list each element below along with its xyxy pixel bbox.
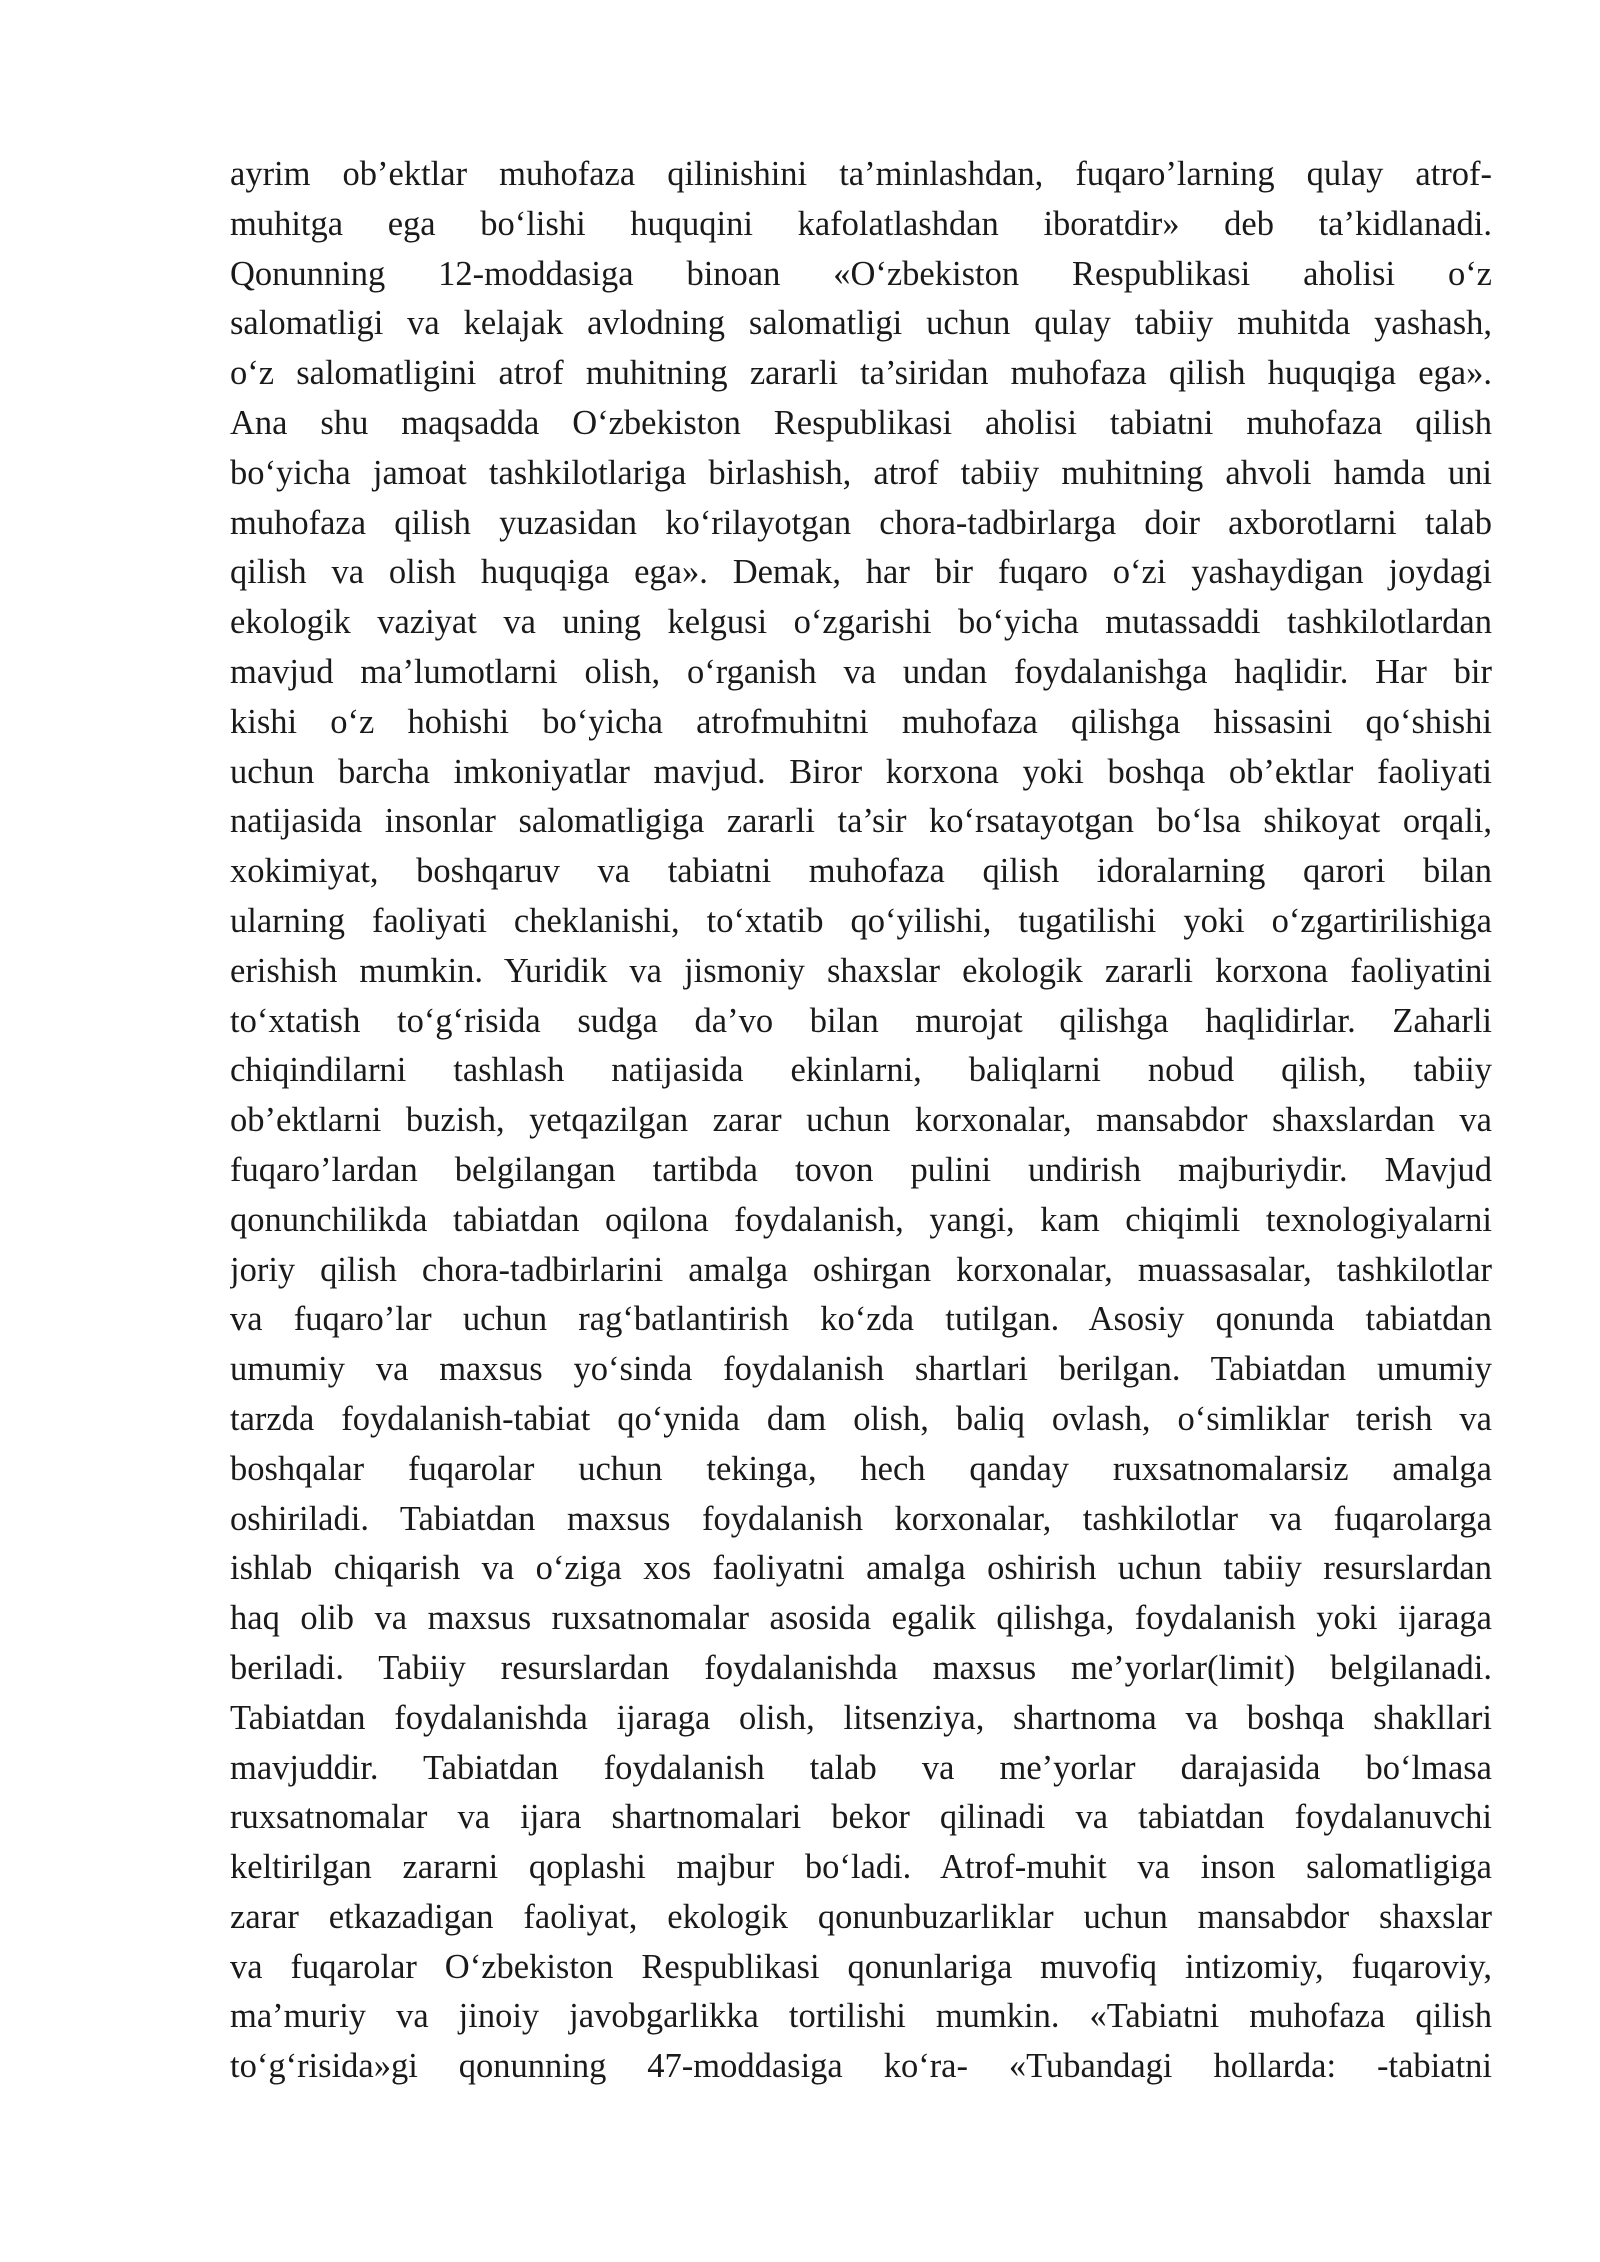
text-line: mavjuddir. Tabiatdan foydalanish talab va me’yorlar darajasida bo‘lmasa	[230, 1748, 1492, 1787]
text-line: to‘g‘risida»gi qonunning 47-moddasiga ko‘ra- «Tubandagi hollarda: -tabiatni	[230, 2047, 1492, 2086]
text-line: kishi o‘z hohishi bo‘yicha atrofmuhitni muhofaza qilishga hissasini qo‘shishi	[230, 702, 1492, 741]
text-line: Ana shu maqsadda O‘zbekiston Respublikasi aholisi tabiatni muhofaza qilish	[230, 403, 1492, 442]
text-line: ekologik vaziyat va uning kelgusi o‘zgarishi bo‘yicha mutassaddi tashkilotlardan	[230, 603, 1492, 642]
text-line: chiqindilarni tashlash natijasida ekinlarni, baliqlarni nobud qilish, tabiiy	[230, 1051, 1492, 1090]
text-line: tarzda foydalanish-tabiat qo‘ynida dam olish, baliq ovlash, o‘simliklar terish va	[230, 1399, 1492, 1438]
text-line: haq olib va maxsus ruxsatnomalar asosida egalik qilishga, foydalanish yoki ijaraga	[230, 1599, 1492, 1638]
text-line: joriy qilish chora-tadbirlarini amalga oshirgan korxonalar, muassasalar, tashkilotlar	[230, 1250, 1492, 1289]
text-line: uchun barcha imkoniyatlar mavjud. Biror korxona yoki boshqa ob’ektlar faoliyati	[230, 752, 1492, 791]
text-line: umumiy va maxsus yo‘sinda foydalanish shartlari berilgan. Tabiatdan umumiy	[230, 1350, 1492, 1389]
text-line: qilish va olish huquqiga ega». Demak, har bir fuqaro o‘zi yashaydigan joydagi	[230, 553, 1492, 592]
text-line: xokimiyat, boshqaruv va tabiatni muhofaza qilish idoralarning qarori bilan	[230, 852, 1492, 891]
text-line: zarar etkazadigan faoliyat, ekologik qonunbuzarliklar uchun mansabdor shaxslar	[230, 1897, 1492, 1936]
text-line: Qonunning 12-moddasiga binoan «O‘zbekiston Respublikasi aholisi o‘z	[230, 254, 1492, 293]
text-line: boshqalar fuqarolar uchun tekinga, hech qanday ruxsatnomalarsiz amalga	[230, 1449, 1492, 1488]
text-line: erishish mumkin. Yuridik va jismoniy shaxslar ekologik zararli korxona faoliyatini	[230, 951, 1492, 990]
text-line: natijasida insonlar salomatligiga zararli ta’sir ko‘rsatayotgan bo‘lsa shikoyat orqali,	[230, 802, 1492, 841]
text-line: ishlab chiqarish va o‘ziga xos faoliyatni amalga oshirish uchun tabiiy resurslardan	[230, 1549, 1492, 1588]
text-line: salomatligi va kelajak avlodning salomatligi uchun qulay tabiiy muhitda yashash,	[230, 304, 1492, 343]
text-line: keltirilgan zararni qoplashi majbur bo‘ladi. Atrof-muhit va inson salomatligiga	[230, 1848, 1492, 1887]
text-line: o‘z salomatligini atrof muhitning zararli ta’siridan muhofaza qilish huquqiga ega».	[230, 354, 1492, 393]
text-line: to‘xtatish to‘g‘risida sudga da’vo bilan murojat qilishga haqlidirlar. Zaharli	[230, 1001, 1492, 1040]
text-line: va fuqarolar O‘zbekiston Respublikasi qonunlariga muvofiq intizomiy, fuqaroviy,	[230, 1947, 1492, 1986]
text-line: ayrim ob’ektlar muhofaza qilinishini ta’minlashdan, fuqaro’larning qulay atrof-	[230, 155, 1492, 193]
text-line: beriladi. Tabiiy resurslardan foydalanishda maxsus me’yorlar(limit) belgilanadi.	[230, 1648, 1492, 1687]
text-line: oshiriladi. Tabiatdan maxsus foydalanish korxonalar, tashkilotlar va fuqarolarga	[230, 1499, 1492, 1538]
text-line: qonunchilikda tabiatdan oqilona foydalanish, yangi, kam chiqimli texnologiyalarni	[230, 1200, 1492, 1239]
text-line: ma’muriy va jinoiy javobgarlikka tortilishi mumkin. «Tabiatni muhofaza qilish	[230, 1997, 1492, 2036]
body-text	[230, 150, 1492, 2092]
text-line: bo‘yicha jamoat tashkilotlariga birlashish, atrof tabiiy muhitning ahvoli hamda uni	[230, 453, 1492, 492]
text-line: ruxsatnomalar va ijara shartnomalari bekor qilinadi va tabiatdan foydalanuvchi	[230, 1798, 1492, 1837]
text-line: muhitga ega bo‘lishi huquqini kafolatlashdan iboratdir» deb ta’kidlanadi.	[230, 204, 1492, 243]
text-line: ob’ektlarni buzish, yetqazilgan zarar uchun korxonalar, mansabdor shaxslardan va	[230, 1101, 1492, 1140]
text-line: fuqaro’lardan belgilangan tartibda tovon pulini undirish majburiydir. Mavjud	[230, 1150, 1492, 1189]
text-line: ularning faoliyati cheklanishi, to‘xtatib qo‘yilishi, tugatilishi yoki o‘zgartirilishiga	[230, 901, 1492, 940]
text-line: mavjud ma’lumotlarni olish, o‘rganish va undan foydalanishga haqlidir. Har bir	[230, 652, 1492, 691]
text-line: muhofaza qilish yuzasidan ko‘rilayotgan chora-tadbirlarga doir axborotlarni talab	[230, 503, 1492, 542]
text-line: va fuqaro’lar uchun rag‘batlantirish ko‘zda tutilgan. Asosiy qonunda tabiatdan	[230, 1300, 1492, 1339]
text-line: Tabiatdan foydalanishda ijaraga olish, litsenziya, shartnoma va boshqa shakllari	[230, 1698, 1492, 1737]
